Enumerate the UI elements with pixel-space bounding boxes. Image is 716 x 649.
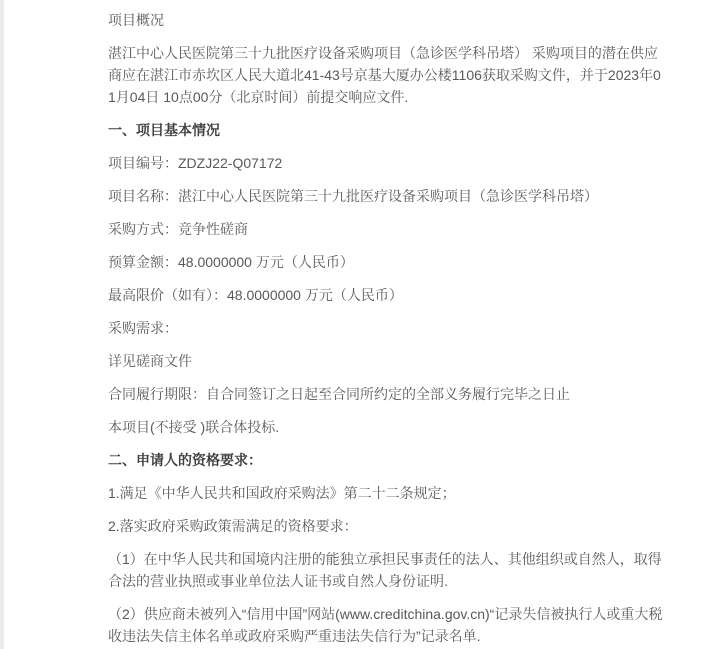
- requirement-credit-china-record: （2）供应商未被列入“信用中国”网站(www.creditchina.gov.cn)“记录失信被执行人或重大税收违法失信主体名单或政府采购严重违法失信行为”记录名单.: [108, 606, 663, 644]
- field-project-number: 项目编号：ZDZJ22-Q07172: [108, 155, 283, 171]
- page-left-margin-strip: [0, 0, 4, 649]
- field-procurement-demand-label: 采购需求：: [108, 320, 178, 336]
- requirement-procurement-law-article22: 1.满足《中华人民共和国政府采购法》第二十二条规定；: [108, 485, 456, 501]
- requirement-legal-entity-registration: （1）在中华人民共和国境内注册的能独立承担民事责任的法人、其他组织或自然人，取得合法的营业执照或事业单位法人证书或自然人身份证明.: [108, 551, 662, 589]
- field-procurement-method: 采购方式：竞争性磋商: [108, 221, 248, 237]
- section-basic-info-title: 一、项目基本情况: [108, 122, 220, 138]
- announcement-content: [108, 0, 665, 649]
- field-see-negotiation-document: 详见磋商文件: [108, 353, 192, 369]
- overview-heading: 项目概况: [108, 12, 164, 28]
- field-maximum-price: 最高限价（如有）：48.0000000 万元（人民币）: [108, 287, 403, 303]
- field-budget-amount: 预算金额：48.0000000 万元（人民币）: [108, 254, 354, 270]
- field-project-name: 项目名称：湛江中心人民医院第三十九批医疗设备采购项目（急诊医学科吊塔）: [108, 188, 598, 204]
- field-consortium-bidding: 本项目(不接受 )联合体投标.: [108, 419, 280, 435]
- section-qualification-title: 二、申请人的资格要求：: [108, 452, 262, 468]
- overview-paragraph: 湛江中心人民医院第三十九批医疗设备采购项目（急诊医学科吊塔） 采购项目的潜在供应商应在湛江市赤坎区人民大道北41-43号京基大厦办公楼1106获取采购文件，并于2023年01月04日 10点00分（北京时间）前提交响应文件.: [108, 45, 661, 105]
- field-contract-performance-period: 合同履行期限：自合同签订之日起至合同所约定的全部义务履行完毕之日止: [108, 386, 570, 402]
- requirement-policy-qualifications: 2.落实政府采购政策需满足的资格要求：: [108, 518, 358, 534]
